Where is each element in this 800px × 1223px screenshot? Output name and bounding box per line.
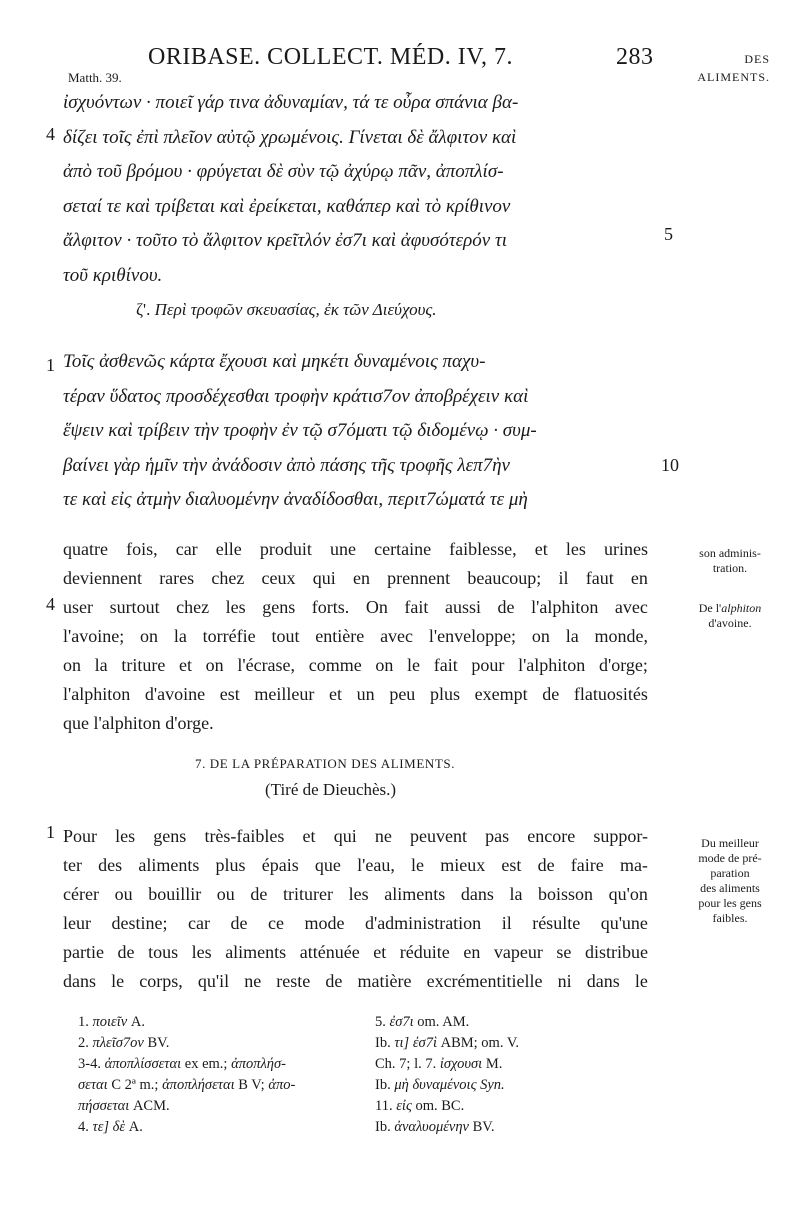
footnote-text: BV. (143, 1035, 170, 1051)
line-number: 1 (46, 822, 55, 842)
word: leur (63, 913, 91, 933)
margin-note-line (680, 601, 780, 616)
word: les (191, 942, 212, 962)
greek-line: τοῦ κριθίνου. (63, 264, 163, 286)
word: boisson (538, 884, 594, 904)
running-header (148, 44, 658, 71)
word: triturer (283, 884, 333, 904)
word: tous (148, 942, 179, 962)
word: le (411, 855, 425, 875)
footnote-text: BV. (469, 1119, 495, 1135)
footnote-number: Ib. (375, 1077, 391, 1093)
greek-line: ἄλφιτον · τοῦτο τὸ ἄλφιτον κρεῖτλόν ἐσ7ι καὶ ἀφυσότερόν τι (63, 230, 508, 251)
word: excrémentitielle (426, 971, 543, 991)
margin-note-line: paration (710, 866, 750, 880)
greek-line: τέραν ὕδατος προσδέχεσθαι τροφὴν κράτισ7ον ἀποβρέχειν καὶ (63, 385, 529, 407)
margin-note-line: faibles. (712, 911, 748, 925)
word: de (497, 597, 515, 617)
footnote-greek: ἀναλυομένην (394, 1119, 469, 1135)
margin-heading (686, 50, 770, 86)
footnote-greek: τι] ἐσ7ὶ (394, 1035, 437, 1051)
word: corps, (139, 971, 183, 991)
word: la (509, 884, 523, 904)
word: entière (315, 626, 365, 646)
word: quatre (63, 539, 108, 559)
word: destine; (111, 913, 168, 933)
word: ma- (619, 855, 648, 875)
footnote-greek: ἰσχουσι (439, 1056, 483, 1072)
word: de (537, 855, 555, 875)
footnote-number: 1. (78, 1014, 89, 1030)
word: dans (586, 971, 620, 991)
greek-chapter-heading: Περὶ τροφῶν σκευασίας, ἐκ τῶν Διεύχους. (154, 300, 437, 319)
word: comme (308, 655, 362, 675)
greek-chapter-number: ζ'. (136, 300, 151, 319)
word: réduite (399, 942, 450, 962)
margin-note-text: alphiton (721, 601, 762, 615)
footnote-number: 5. (375, 1014, 386, 1030)
word: de (325, 971, 343, 991)
word: l'alphiton (531, 597, 599, 617)
greek-paragraph (63, 345, 537, 518)
word: qu'on (608, 884, 648, 904)
word: peu (389, 684, 416, 704)
footnote-number: 11. (375, 1098, 393, 1114)
word: avec (614, 597, 648, 617)
word: et (373, 942, 387, 962)
footnote-text: M. (482, 1056, 503, 1072)
word: meilleur (254, 684, 315, 704)
word: il (501, 913, 512, 933)
footnote-greek: εἰς (396, 1098, 412, 1114)
word: plus (215, 855, 246, 875)
line-number: 10 (661, 455, 679, 475)
margin-note-line: mode de pré- (698, 851, 762, 865)
word: on (531, 626, 550, 646)
word: gens (153, 826, 187, 846)
word: se (556, 942, 572, 962)
greek-text-block (63, 86, 518, 293)
french-line (63, 622, 648, 651)
footnote-greek: μὴ δυναμένοις Syn. (394, 1077, 505, 1093)
word: ce (267, 913, 284, 933)
margin-note (680, 546, 780, 576)
footnote (375, 1054, 519, 1075)
word: vapeur (493, 942, 543, 962)
word: des (98, 855, 123, 875)
word: pas (485, 826, 510, 846)
word: est (501, 855, 522, 875)
page-title: ORIBASE. COLLECT. MÉD. IV, 7. (148, 44, 513, 70)
word: l'eau, (357, 855, 395, 875)
word: que (314, 855, 341, 875)
footnote-number: 2. (78, 1035, 89, 1051)
word: aussi (444, 597, 481, 617)
word: on (205, 655, 224, 675)
word: un (356, 684, 375, 704)
word: d'administration (364, 913, 482, 933)
margin-note-line: des aliments (700, 881, 760, 895)
word: faiblesse, (449, 539, 517, 559)
margin-note-line: son adminis- (699, 546, 761, 560)
greek-line: ἀπὸ τοῦ βρόμου · φρύγεται δὲ σὺν τῷ ἀχύρῳ πᾶν, ἀποπλίσ- (63, 161, 504, 182)
word: beaucoup; (467, 568, 542, 588)
word: ne (374, 826, 392, 846)
word: les (115, 826, 136, 846)
word: pour (471, 655, 505, 675)
word: gens (262, 597, 296, 617)
french-chapter-subtitle: (Tiré de Dieuchès.) (265, 780, 397, 799)
word: résulte (532, 913, 581, 933)
footnote-number: Ib. (375, 1119, 391, 1135)
footnote-greek: ἀποπλήσεται (162, 1077, 235, 1093)
word: on (63, 655, 81, 675)
word: est (219, 684, 240, 704)
french-line (63, 651, 648, 680)
margin-note-line: Du meilleur (701, 836, 759, 850)
word: qui (312, 568, 336, 588)
word: Pour (63, 826, 98, 846)
footnote (78, 1054, 295, 1075)
footnote-greek: πήσσεται (78, 1098, 130, 1114)
word: ni (557, 971, 572, 991)
word: l'écrase, (237, 655, 296, 675)
footnote (78, 1012, 295, 1033)
word: et (302, 826, 316, 846)
word: flatuosités (573, 684, 648, 704)
word: ou (216, 884, 235, 904)
word: ne (244, 971, 262, 991)
word: les (348, 884, 369, 904)
margin-note-line: pour les gens (698, 896, 762, 910)
greek-line: Τοῖς ἀσθενῶς κάρτα ἔχουσι καὶ μηκέτι δυναμένοις παχυ- (63, 351, 486, 372)
greek-line: σεταί τε καὶ τρίβεται καὶ ἐρείκεται, καθάπερ καὶ τὸ κρίθινον (63, 195, 511, 217)
word: bouillir (148, 884, 202, 904)
word: ou (114, 884, 133, 904)
word: tout (271, 626, 300, 646)
word: on (375, 655, 394, 675)
word: encore (527, 826, 576, 846)
word: faire (570, 855, 604, 875)
word: les (225, 597, 246, 617)
footnote-number: 4. (78, 1119, 89, 1135)
matthaei-reference: Matth. 39. (68, 70, 122, 85)
word: car (175, 539, 198, 559)
footnote-text: om. BC. (411, 1098, 465, 1114)
word: exempt (474, 684, 528, 704)
word: en (352, 568, 370, 588)
margin-note-line: d'avoine. (708, 616, 752, 630)
word: d'avoine (144, 684, 206, 704)
word: chez (211, 568, 245, 588)
word: les (565, 539, 586, 559)
margin-note-text: De l' (698, 601, 722, 615)
footnote (375, 1117, 519, 1138)
word: il (558, 568, 569, 588)
word: le (407, 655, 421, 675)
footnote-text: ex em.; (181, 1056, 232, 1072)
greek-line: βαίνει γὰρ ἡμῖν τὴν ἀνάδοσιν ἀπὸ πάσης τῆς τροφῆς λεπ7ὴν (63, 454, 510, 476)
footnote (375, 1012, 519, 1033)
word: en (630, 568, 648, 588)
word: l'alphiton (93, 713, 161, 733)
footnote-text: B V; (234, 1077, 269, 1093)
word: suppor- (593, 826, 648, 846)
footnotes-left (78, 1012, 295, 1138)
word: d'orge. (165, 713, 214, 733)
french-line (63, 967, 648, 996)
footnote (375, 1075, 519, 1096)
word: et (179, 655, 192, 675)
footnote (375, 1033, 519, 1054)
margin-note (680, 836, 780, 926)
word: elle (215, 539, 242, 559)
margin-heading-line: ALIMENTS. (697, 70, 770, 84)
line-number: 1 (46, 355, 55, 375)
greek-chapter-title (136, 300, 437, 320)
word: de (230, 913, 248, 933)
word: triture (121, 655, 166, 675)
word: partie (63, 942, 104, 962)
word: dans (460, 884, 494, 904)
footnote-greek: πλεῖσ7ον (92, 1035, 144, 1051)
word: qu'une (600, 913, 648, 933)
footnote (78, 1075, 295, 1096)
margin-note (680, 601, 780, 631)
footnote-text: om. AM. (413, 1014, 470, 1030)
footnote-text: A. (127, 1014, 145, 1030)
word: la (173, 626, 187, 646)
footnote-greek: ἀπο- (268, 1077, 296, 1093)
french-line (63, 938, 648, 967)
word: ceux (261, 568, 296, 588)
word: l'alphiton (63, 684, 131, 704)
word: et (329, 684, 343, 704)
footnote-greek: σεται (78, 1077, 108, 1093)
line-number: 4 (46, 594, 55, 614)
page-number: 283 (616, 44, 654, 70)
french-line (63, 564, 648, 593)
word: une (330, 539, 356, 559)
word: faut (585, 568, 614, 588)
word: plus (429, 684, 460, 704)
footnote-number: Ib. (375, 1035, 391, 1051)
word: l'avoine; (63, 626, 125, 646)
word: l'enveloppe; (428, 626, 517, 646)
french-line (63, 593, 648, 622)
footnote (78, 1117, 295, 1138)
footnote-greek: τε] δὲ (92, 1119, 126, 1135)
word: de (117, 942, 135, 962)
greek-line: τε καὶ εἰς ἀτμὴν διαλυομένην ἀναδίδοσθαι, περιτ7ώματά τε μὴ (63, 489, 528, 510)
word: mode (304, 913, 345, 933)
footnote-text: ABM; om. V. (436, 1035, 520, 1051)
word: aliments (138, 855, 200, 875)
word: d'orge; (598, 655, 648, 675)
footnote-number: Ch. 7; l. 7. (375, 1056, 437, 1072)
french-line (63, 909, 648, 938)
french-paragraph (63, 822, 648, 996)
footnote (375, 1096, 519, 1117)
word: très-faibles (204, 826, 285, 846)
french-chapter-title: 7. DE LA PRÉPARATION DES ALIMENTS. (195, 756, 456, 771)
line-number: 5 (664, 224, 673, 244)
word: On (365, 597, 388, 617)
greek-line: ἰσχυόντων · ποιεῖ γάρ τινα ἀδυναμίαν, τά τε οὖρα σπάνια βα- (63, 92, 519, 113)
footnote-text: C 2ª m.; (107, 1077, 163, 1093)
word: prennent (387, 568, 451, 588)
word: mieux (440, 855, 486, 875)
word: certaine (374, 539, 432, 559)
word: aliments (384, 884, 446, 904)
word: user (63, 597, 93, 617)
footnote-text: ACM. (129, 1098, 170, 1114)
word: le (634, 971, 648, 991)
french-line (63, 680, 648, 709)
word: fait (433, 655, 458, 675)
word: produit (259, 539, 312, 559)
word: car (187, 913, 210, 933)
word: urines (603, 539, 648, 559)
french-line (63, 535, 648, 564)
word: la (565, 626, 579, 646)
french-line (63, 822, 648, 851)
word: reste (276, 971, 311, 991)
word: le (111, 971, 125, 991)
word: atténuée (299, 942, 360, 962)
word: en (463, 942, 481, 962)
word: dans (63, 971, 96, 991)
word: de (250, 884, 268, 904)
footnote-greek: ἐσ7ι (389, 1014, 414, 1030)
word: de (542, 684, 560, 704)
french-line (63, 880, 648, 909)
word: qu'il (197, 971, 230, 991)
footnote-text: A. (125, 1119, 143, 1135)
french-text-block (63, 535, 648, 738)
word: rares (159, 568, 195, 588)
margin-note-line: tration. (712, 561, 748, 575)
footnote-greek: ἀποπλίσσεται (104, 1056, 182, 1072)
word: distribue (584, 942, 648, 962)
word: épais (261, 855, 299, 875)
line-number: 4 (46, 124, 55, 144)
word: deviennent (63, 568, 142, 588)
word: forts. (311, 597, 350, 617)
word: matière (357, 971, 412, 991)
word: aliments (225, 942, 287, 962)
footnote (78, 1096, 295, 1117)
footnote (78, 1033, 295, 1054)
french-line (63, 851, 648, 880)
footnote-greek: ποιεῖν (92, 1014, 128, 1030)
french-line (63, 709, 648, 738)
word: fois, (126, 539, 158, 559)
word: et (534, 539, 548, 559)
word: torréfie (202, 626, 256, 646)
greek-line: δίζει τοῖς ἐπὶ πλεῖον αὐτῷ χρωμένοις. Γίνεται δὲ ἄλφιτον καὶ (63, 126, 517, 148)
word: l'alphiton (518, 655, 586, 675)
word: fait (404, 597, 429, 617)
word: avec (380, 626, 414, 646)
word: monde, (594, 626, 648, 646)
word: qui (333, 826, 357, 846)
word: peuvent (409, 826, 467, 846)
footnote-greek: ἀποπλήσ- (231, 1056, 286, 1072)
word: surtout (109, 597, 160, 617)
word: la (94, 655, 108, 675)
footnotes-right (375, 1012, 519, 1138)
word: ter (63, 855, 82, 875)
greek-line: ἕψειν καὶ τρίβειν τὴν τροφὴν ἐν τῷ σ7όματι τῷ διδομένῳ · συμ- (63, 420, 537, 441)
word: on (140, 626, 159, 646)
footnote-number: 3-4. (78, 1056, 101, 1072)
word: chez (176, 597, 210, 617)
margin-heading-line: DES (744, 52, 770, 66)
word: que (63, 713, 89, 733)
word: cérer (63, 884, 99, 904)
